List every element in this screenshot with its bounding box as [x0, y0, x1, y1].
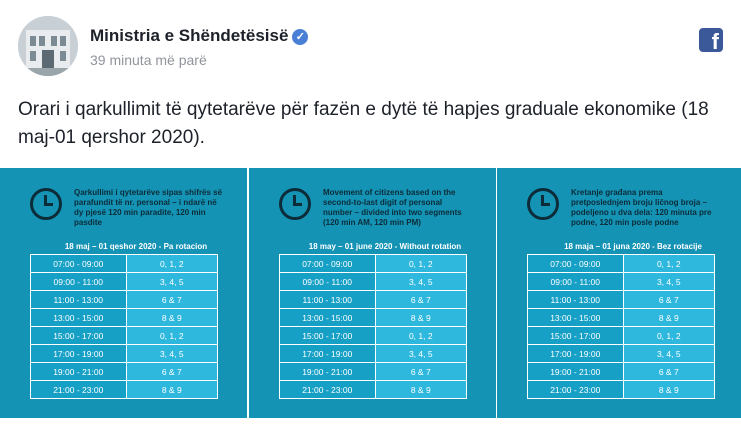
image-panel-albanian[interactable] [0, 168, 247, 418]
allowed-digits: 8 & 9 [126, 381, 217, 399]
time-slot: 13:00 - 15:00 [31, 309, 127, 327]
time-slot: 19:00 - 21:00 [280, 363, 376, 381]
allowed-digits: 3, 4, 5 [623, 273, 714, 291]
schedule-row [31, 309, 218, 327]
schedule-table [527, 254, 715, 399]
allowed-digits: 0, 1, 2 [375, 327, 466, 345]
allowed-digits: 3, 4, 5 [375, 273, 466, 291]
allowed-digits: 8 & 9 [623, 381, 714, 399]
allowed-digits: 0, 1, 2 [126, 255, 217, 273]
time-slot: 21:00 - 23:00 [528, 381, 624, 399]
allowed-digits: 6 & 7 [375, 363, 466, 381]
time-slot: 15:00 - 17:00 [280, 327, 376, 345]
time-slot: 19:00 - 21:00 [528, 363, 624, 381]
allowed-digits: 3, 4, 5 [623, 345, 714, 363]
allowed-digits: 0, 1, 2 [126, 327, 217, 345]
post-timestamp[interactable]: 39 minuta më parë [90, 52, 207, 68]
allowed-digits: 6 & 7 [623, 291, 714, 309]
post-text: Orari i qarkullimit të qytetarëve për fazën e dytë të hapjes graduale ekonomike (18 maj-01 qershor 2020). [18, 99, 709, 148]
schedule-row [31, 327, 218, 345]
time-slot: 13:00 - 15:00 [528, 309, 624, 327]
building-photo-icon [18, 16, 78, 76]
schedule-row [31, 381, 218, 399]
schedule-row [528, 381, 715, 399]
panel-description: Qarkullimi i qytetarëve sipas shifrës së parafundit të nr. personal – i ndarë në dy pjesë 120 min paradite, 120 min pasdite [74, 188, 223, 227]
clock-icon [527, 188, 559, 220]
allowed-digits: 0, 1, 2 [375, 255, 466, 273]
schedule-row [528, 309, 715, 327]
schedule-row [280, 345, 467, 363]
schedule-row [528, 291, 715, 309]
schedule-table [279, 254, 467, 399]
allowed-digits: 0, 1, 2 [623, 255, 714, 273]
schedule-row [280, 381, 467, 399]
image-panel-english[interactable] [249, 168, 496, 418]
verified-badge-icon: ✓ [292, 29, 308, 45]
post-images[interactable] [0, 168, 741, 418]
schedule-row [31, 273, 218, 291]
allowed-digits: 3, 4, 5 [126, 273, 217, 291]
schedule-row [31, 345, 218, 363]
time-slot: 09:00 - 11:00 [31, 273, 127, 291]
allowed-digits: 8 & 9 [375, 381, 466, 399]
time-slot: 19:00 - 21:00 [31, 363, 127, 381]
schedule-row [31, 291, 218, 309]
allowed-digits: 8 & 9 [126, 309, 217, 327]
allowed-digits: 8 & 9 [375, 309, 466, 327]
time-slot: 07:00 - 09:00 [280, 255, 376, 273]
allowed-digits: 8 & 9 [623, 309, 714, 327]
clock-icon [30, 188, 62, 220]
allowed-digits: 6 & 7 [375, 291, 466, 309]
panel-description: Kretanje građana prema pretposlednjem broju ličnog broja – podeljeno u dva dela: 120 minuta pre podne, 120 min posle podne [571, 188, 712, 227]
schedule-row [280, 291, 467, 309]
allowed-digits: 6 & 7 [623, 363, 714, 381]
image-panel-serbian[interactable] [497, 168, 741, 418]
time-slot: 17:00 - 19:00 [280, 345, 376, 363]
allowed-digits: 6 & 7 [126, 363, 217, 381]
time-slot: 15:00 - 17:00 [528, 327, 624, 345]
post-header [18, 16, 723, 76]
schedule-row [280, 273, 467, 291]
schedule-row [528, 327, 715, 345]
allowed-digits: 0, 1, 2 [623, 327, 714, 345]
schedule-row [528, 255, 715, 273]
allowed-digits: 3, 4, 5 [126, 345, 217, 363]
schedule-row [31, 363, 218, 381]
schedule-row [280, 327, 467, 345]
facebook-icon[interactable]: f [699, 28, 723, 52]
time-slot: 21:00 - 23:00 [280, 381, 376, 399]
panel-subtitle: 18 may – 01 june 2020 - Without rotation [308, 242, 462, 251]
schedule-row [280, 255, 467, 273]
clock-icon [279, 188, 311, 220]
schedule-row [528, 273, 715, 291]
time-slot: 11:00 - 13:00 [31, 291, 127, 309]
panel-subtitle: 18 maj – 01 qeshor 2020 - Pa rotacion [64, 242, 208, 251]
schedule-row [280, 309, 467, 327]
schedule-row [528, 363, 715, 381]
allowed-digits: 6 & 7 [126, 291, 217, 309]
panel-subtitle: 18 maja – 01 juna 2020 - Bez rotacije [564, 242, 702, 251]
schedule-table [30, 254, 218, 399]
time-slot: 17:00 - 19:00 [31, 345, 127, 363]
time-slot: 09:00 - 11:00 [280, 273, 376, 291]
time-slot: 13:00 - 15:00 [280, 309, 376, 327]
time-slot: 09:00 - 11:00 [528, 273, 624, 291]
schedule-row [280, 363, 467, 381]
avatar[interactable] [18, 16, 78, 76]
time-slot: 07:00 - 09:00 [528, 255, 624, 273]
time-slot: 21:00 - 23:00 [31, 381, 127, 399]
time-slot: 11:00 - 13:00 [528, 291, 624, 309]
author-name[interactable]: Ministria e Shëndetësisë [90, 26, 289, 45]
panel-description: Movement of citizens based on the second-to-last digit of personal number – divided into two segments (120 min AM, 120 min PM) [323, 188, 462, 227]
time-slot: 15:00 - 17:00 [31, 327, 127, 345]
time-slot: 11:00 - 13:00 [280, 291, 376, 309]
time-slot: 07:00 - 09:00 [31, 255, 127, 273]
schedule-row [528, 345, 715, 363]
schedule-row [31, 255, 218, 273]
allowed-digits: 3, 4, 5 [375, 345, 466, 363]
time-slot: 17:00 - 19:00 [528, 345, 624, 363]
